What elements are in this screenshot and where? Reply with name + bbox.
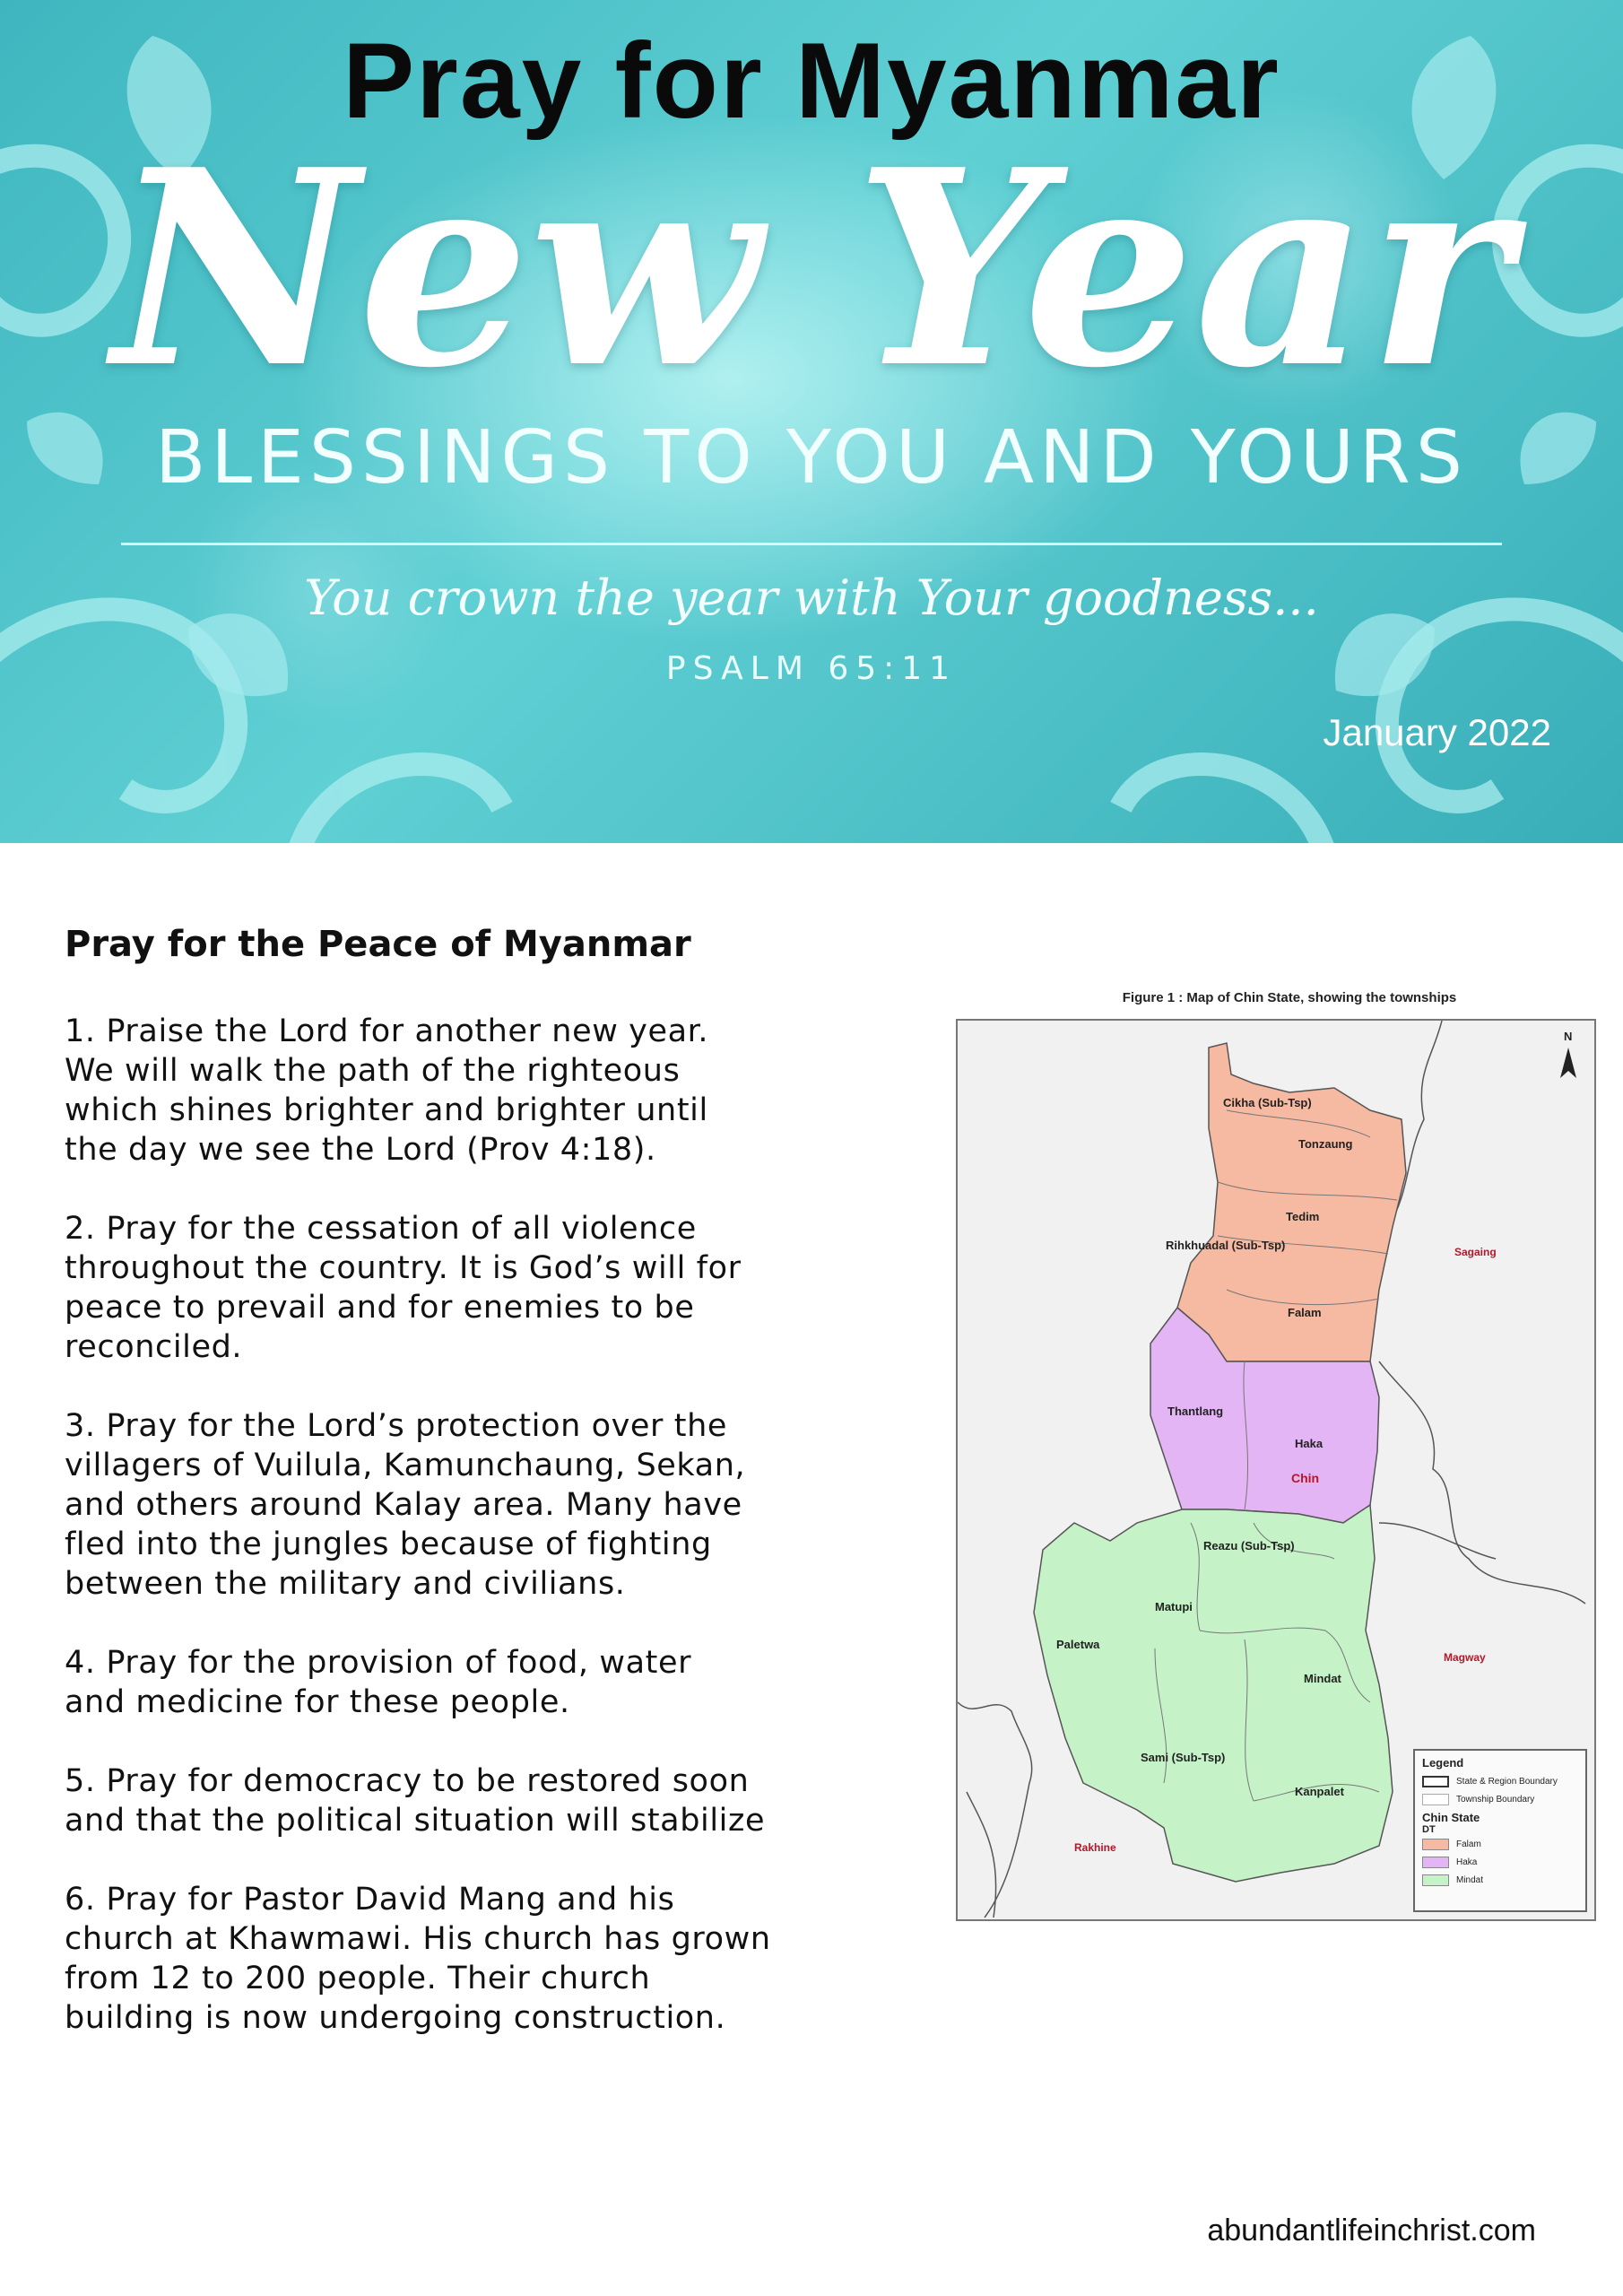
legend-dt: DT bbox=[1422, 1824, 1436, 1835]
north-label: N bbox=[1564, 1030, 1573, 1043]
label-falam: Falam bbox=[1288, 1306, 1322, 1319]
prayer-item-5: 5. Pray for democracy to be restored soon and that the political situation will stabilize bbox=[65, 1763, 766, 1839]
label-mindat: Mindat bbox=[1304, 1672, 1341, 1685]
legend-title: Legend bbox=[1422, 1756, 1464, 1770]
verse-reference: PSALM 65:11 bbox=[665, 650, 958, 687]
label-tedim: Tedim bbox=[1286, 1210, 1320, 1223]
legend-swatch-mindat bbox=[1422, 1874, 1449, 1886]
banner-title: Pray for Myanmar bbox=[343, 21, 1280, 141]
verse-text: You crown the year with Your goodness... bbox=[304, 570, 1319, 626]
prayer-list bbox=[65, 1012, 943, 2077]
prayer-item-4: 4. Pray for the provision of food, water and medicine for these people. bbox=[65, 1645, 692, 1720]
legend-label-falam: Falam bbox=[1456, 1839, 1481, 1849]
legend-label-state-boundary: State & Region Boundary bbox=[1456, 1776, 1558, 1787]
legend-row-mindat bbox=[1422, 1871, 1578, 1889]
legend-label-mindat: Mindat bbox=[1456, 1874, 1484, 1885]
label-kanpalet: Kanpalet bbox=[1295, 1785, 1344, 1798]
district-mindat-region bbox=[1034, 1505, 1393, 1882]
map-legend bbox=[1413, 1749, 1587, 1912]
legend-state: Chin State bbox=[1422, 1811, 1480, 1824]
label-chin: Chin bbox=[1291, 1471, 1320, 1485]
label-paletwa: Paletwa bbox=[1056, 1638, 1100, 1651]
label-rihkhuadal: Rihkhuadal (Sub-Tsp) bbox=[1166, 1239, 1286, 1252]
label-cikha: Cikha (Sub-Tsp) bbox=[1223, 1096, 1312, 1109]
label-tonzaung: Tonzaung bbox=[1298, 1137, 1353, 1151]
label-thantlang: Thantlang bbox=[1167, 1405, 1224, 1418]
section-heading: Pray for the Peace of Myanmar bbox=[65, 924, 691, 965]
label-sagaing: Sagaing bbox=[1454, 1246, 1497, 1258]
label-matupi: Matupi bbox=[1155, 1600, 1193, 1613]
banner-divider bbox=[121, 543, 1502, 545]
legend-swatch-township-boundary bbox=[1422, 1794, 1449, 1805]
new-year-headline: New Year bbox=[112, 110, 1511, 427]
label-haka: Haka bbox=[1295, 1437, 1324, 1450]
legend-row-state-boundary bbox=[1422, 1772, 1578, 1790]
label-reazu: Reazu (Sub-Tsp) bbox=[1203, 1539, 1295, 1552]
banner bbox=[0, 0, 1623, 843]
legend-row-falam bbox=[1422, 1835, 1578, 1853]
label-sami: Sami (Sub-Tsp) bbox=[1141, 1751, 1226, 1764]
legend-swatch-state-boundary bbox=[1422, 1776, 1449, 1787]
legend-label-haka: Haka bbox=[1456, 1857, 1478, 1867]
legend-label-township-boundary: Township Boundary bbox=[1456, 1794, 1535, 1805]
legend-swatch-haka bbox=[1422, 1857, 1449, 1868]
legend-row-township-boundary bbox=[1422, 1790, 1578, 1808]
prayer-item-3: 3. Pray for the Lord’s protection over the villagers of Vuilula, Kamunchaung, Sekan, and others around Kalay area. Many have fled into the jungles because of fighting between the military and civilians. bbox=[65, 1408, 746, 1602]
prayer-item-6: 6. Pray for Pastor David Mang and his church at Khawmawi. His church has grown from 12 to 200 people. Their church building is now undergoing construction. bbox=[65, 1882, 771, 2036]
blessings-text: BLESSINGS TO YOU AND YOURS bbox=[155, 415, 1468, 500]
map-caption: Figure 1 : Map of Chin State, showing the townships bbox=[1122, 990, 1457, 1005]
label-rakhine: Rakhine bbox=[1074, 1841, 1116, 1854]
legend-swatch-falam bbox=[1422, 1839, 1449, 1850]
chin-state-map bbox=[956, 1019, 1596, 1921]
footer-website: abundantlifeinchrist.com bbox=[1207, 2213, 1536, 2248]
label-magway: Magway bbox=[1444, 1651, 1486, 1664]
issue-date: January 2022 bbox=[1323, 711, 1551, 753]
prayer-item-1: 1. Praise the Lord for another new year. We will walk the path of the righteous which shines brighter and brighter until the day we see the Lord (Prov 4:18). bbox=[65, 1013, 709, 1168]
legend-row-haka bbox=[1422, 1853, 1578, 1871]
north-arrow-icon bbox=[1560, 1048, 1576, 1078]
prayer-item-2: 2. Pray for the cessation of all violence throughout the country. It is God’s will for peace to prevail and for enemies to be reconciled. bbox=[65, 1211, 742, 1365]
